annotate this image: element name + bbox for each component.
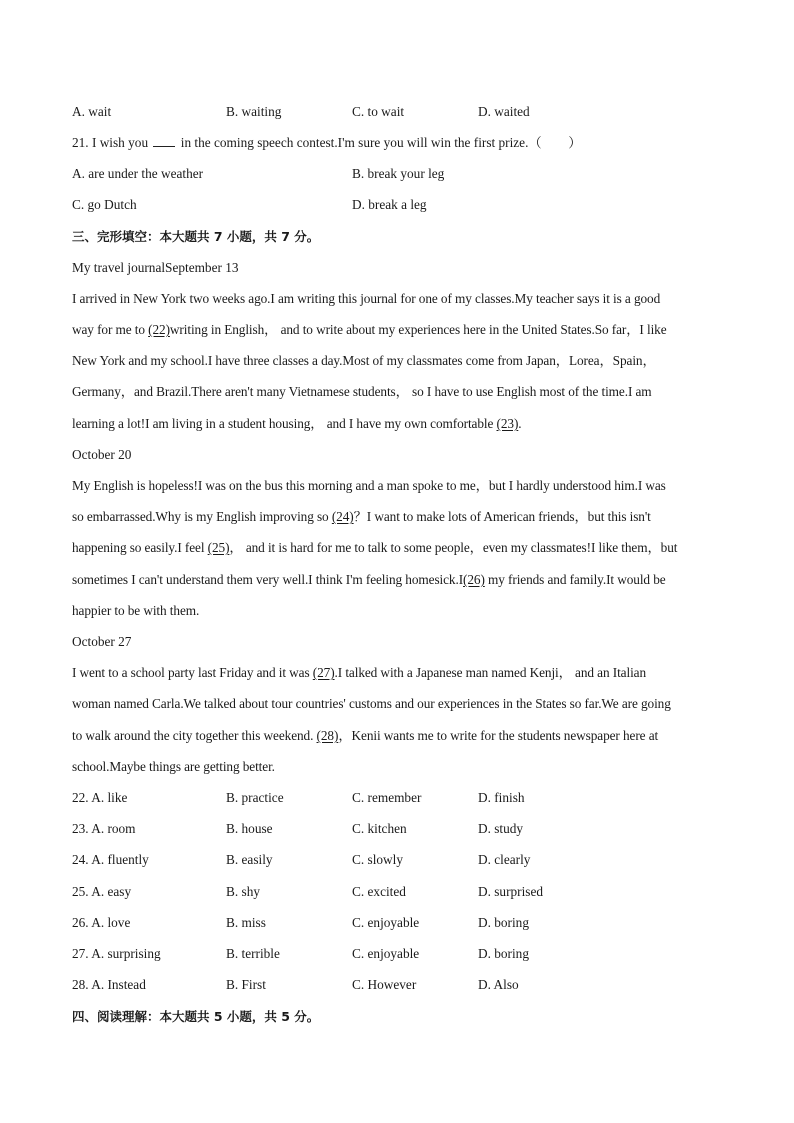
q27-option-a: 27. A. surprising [72, 946, 161, 961]
q26-option-b: B. miss [226, 915, 266, 930]
blank-24: (24) [331, 509, 354, 524]
q25-option-a: 25. A. easy [72, 884, 132, 899]
q21-stem-before: 21. I wish you [72, 135, 152, 150]
q21-option-c: C. go Dutch [72, 197, 137, 212]
blank-22: (22) [148, 322, 170, 337]
blank-27: (27) [312, 665, 335, 680]
q21-blank [153, 134, 175, 147]
q21-option-d: D. break a leg [352, 197, 427, 212]
blank-23: (23) [496, 416, 519, 431]
q23-option-a: 23. A. room [72, 821, 136, 836]
q23-option-b: B. house [226, 821, 273, 836]
passage-intro: My travel journalSeptember 13 [72, 260, 239, 275]
passage-p2-line-1: My English is hopeless!I was on the bus this morning and a man spoke to me，but I hardly understood him.I was [72, 478, 666, 493]
passage-date-3: October 27 [72, 634, 132, 649]
passage-p3-line-2: woman named Carla.We talked about tour countries' customs and our experiences in the States so far.We are going [72, 696, 671, 711]
q26-option-c: C. enjoyable [352, 915, 420, 930]
q24-option-a: 24. A. fluently [72, 852, 149, 867]
q23-option-c: C. kitchen [352, 821, 407, 836]
q25-option-c: C. excited [352, 884, 406, 899]
q20-option-d: D. waited [478, 104, 530, 119]
q20-option-a: A. wait [72, 104, 112, 119]
q22-option-d: D. finish [478, 790, 525, 805]
q28-option-c: C. However [352, 977, 417, 992]
q21-option-b: B. break your leg [352, 166, 445, 181]
q25-option-d: D. surprised [478, 884, 543, 899]
passage-p1-line-3: New York and my school.I have three classes a day.Most of my classmates come from Japan，Lorea，Spain， [72, 353, 656, 368]
passage-p1-line-2: way for me to (22)writing in English， and to write about my experiences here in the United States.So far，I like [72, 322, 667, 337]
q27-option-d: D. boring [478, 946, 529, 961]
passage-p2-line-5: happier to be with them. [72, 603, 200, 618]
q27-option-b: B. terrible [226, 946, 280, 961]
passage-p2-line-2: so embarrassed.Why is my English improving so (24)？I want to make lots of American friends，but this isn't [72, 509, 651, 524]
q26-option-d: D. boring [478, 915, 529, 930]
q27-option-c: C. enjoyable [352, 946, 420, 961]
passage-p1-line-5: learning a lot!I am living in a student housing， and I have my own comfortable (23). [72, 416, 522, 431]
blank-26: (26) [463, 572, 485, 587]
q24-option-b: B. easily [226, 852, 273, 867]
passage-p1-line-4: Germany，and Brazil.There aren't many Vietnamese students， so I have to use English most of the time.I am [72, 384, 652, 399]
q22-option-c: C. remember [352, 790, 422, 805]
q20-option-b: B. waiting [226, 104, 282, 119]
q21-stem [72, 134, 582, 152]
passage-p3-line-1: I went to a school party last Friday and it was (27).I talked with a Japanese man named Kenji， and an Italian [72, 665, 647, 680]
passage-p3-line-4: school.Maybe things are getting better. [72, 759, 275, 774]
q22-option-a: 22. A. like [72, 790, 128, 805]
passage-p3-line-3: to walk around the city together this weekend. (28)，Kenii wants me to write for the students newspaper here at [72, 728, 659, 743]
q20-option-c: C. to wait [352, 104, 405, 119]
blank-25: (25) [207, 540, 230, 555]
q21-option-a: A. are under the weather [72, 166, 204, 181]
blank-28: (28) [316, 728, 339, 743]
q28-option-a: 28. A. Instead [72, 977, 146, 992]
q28-option-b: B. First [226, 977, 266, 992]
q21-stem-after: in the coming speech contest.I'm sure you will win the first prize.（ ） [177, 135, 582, 150]
q24-option-c: C. slowly [352, 852, 403, 867]
q22-option-b: B. practice [226, 790, 284, 805]
q23-option-d: D. study [478, 821, 524, 836]
passage-p1-line-1: I arrived in New York two weeks ago.I am writing this journal for one of my classes.My teacher says it is a good [72, 291, 661, 306]
q26-option-a: 26. A. love [72, 915, 131, 930]
q25-option-b: B. shy [226, 884, 260, 899]
q24-option-d: D. clearly [478, 852, 531, 867]
section4-heading: 四、阅读理解：本大题共 5 小题，共 5 分。 [72, 1009, 320, 1024]
passage-date-2: October 20 [72, 447, 132, 462]
passage-p2-line-3: happening so easily.I feel (25)， and it is hard for me to talk to some people，even my classmates!I like them，but [72, 540, 678, 555]
passage-p2-line-4: sometimes I can't understand them very well.I think I'm feeling homesick.I(26) my friends and family.It would be [72, 572, 666, 587]
section3-heading: 三、完形填空：本大题共 7 小题，共 7 分。 [72, 229, 320, 244]
q28-option-d: D. Also [478, 977, 519, 992]
